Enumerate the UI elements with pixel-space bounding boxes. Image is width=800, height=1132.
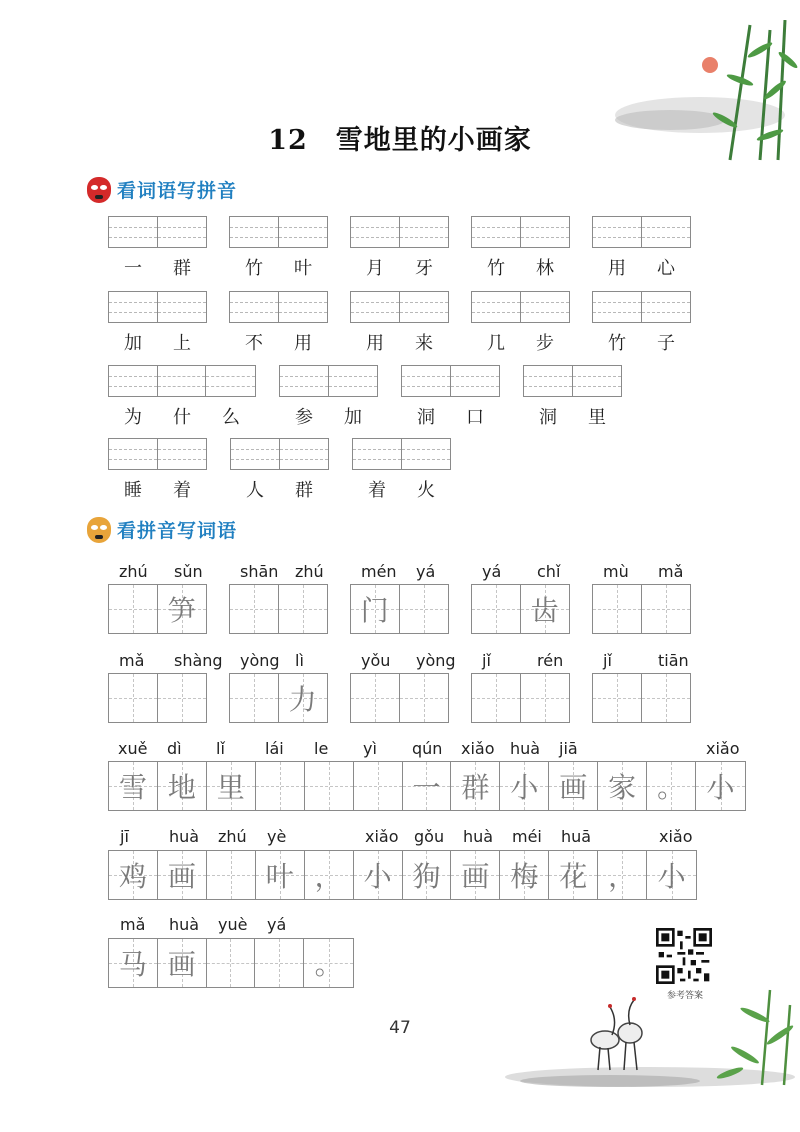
pinyin-label: sǔn: [174, 562, 203, 581]
tianzige-cell[interactable]: [642, 674, 691, 722]
hint-character: 花: [559, 860, 588, 893]
pinyin-label: mǎ: [120, 915, 146, 934]
word-character: 着: [368, 480, 386, 501]
hint-character: ，: [608, 860, 637, 893]
word-character: 步: [536, 333, 554, 354]
word-writing-grid[interactable]: [229, 584, 328, 634]
answer-key-label: 参考答案: [666, 991, 703, 1001]
word-character: 群: [295, 480, 313, 501]
pinyin-cell[interactable]: [280, 439, 329, 469]
hint-character: 笋: [167, 594, 196, 627]
word-character: 么: [222, 407, 240, 428]
tianzige-cell[interactable]: [304, 939, 353, 987]
pinyin-answer-box[interactable]: [350, 291, 449, 323]
word-writing-grid[interactable]: [108, 673, 207, 723]
pinyin-label: yì: [363, 739, 377, 758]
pinyin-cell[interactable]: [158, 366, 207, 396]
tianzige-cell[interactable]: [109, 939, 158, 987]
word-character: 加: [124, 333, 142, 354]
pinyin-cell[interactable]: [280, 366, 329, 396]
pinyin-cell[interactable]: [158, 217, 207, 247]
tianzige-cell[interactable]: [500, 851, 549, 899]
pinyin-cell[interactable]: [279, 217, 328, 247]
pinyin-cell[interactable]: [524, 366, 573, 396]
pinyin-answer-box[interactable]: [108, 365, 256, 397]
pinyin-answer-box[interactable]: [229, 216, 328, 248]
tianzige-cell[interactable]: [696, 762, 745, 810]
pinyin-cell[interactable]: [400, 292, 449, 322]
sentence-writing-grid[interactable]: [108, 850, 697, 900]
pinyin-answer-box[interactable]: [350, 216, 449, 248]
tianzige-cell[interactable]: [207, 939, 256, 987]
pinyin-answer-box[interactable]: [592, 216, 691, 248]
tianzige-cell[interactable]: [549, 762, 598, 810]
pinyin-label: yòng: [416, 651, 456, 670]
tianzige-cell[interactable]: [598, 851, 647, 899]
tianzige-cell[interactable]: [598, 762, 647, 810]
page-number: 47: [389, 1018, 411, 1038]
tianzige-cell[interactable]: [472, 674, 521, 722]
pinyin-label: le: [314, 739, 329, 758]
hint-character: 家: [608, 771, 637, 804]
opera-mask-icon: [87, 177, 111, 203]
pinyin-label: lái: [265, 739, 284, 758]
hint-character: 狗: [412, 860, 441, 893]
word-character: 口: [466, 407, 484, 428]
pinyin-cell[interactable]: [158, 439, 207, 469]
tianzige-cell[interactable]: [207, 762, 256, 810]
pinyin-cell[interactable]: [521, 292, 570, 322]
cranes-landscape-illustration: [500, 985, 800, 1090]
word-character: 子: [657, 333, 675, 354]
word-character: 不: [245, 333, 263, 354]
section-heading-1: [87, 176, 237, 203]
pinyin-label: dì: [167, 739, 182, 758]
pinyin-label: xiǎo: [365, 827, 399, 846]
word-character: 群: [173, 258, 191, 279]
pinyin-label: qún: [412, 739, 443, 758]
tianzige-cell[interactable]: [472, 585, 521, 633]
word-character: 加: [344, 407, 362, 428]
word-character: 人: [246, 480, 264, 501]
tianzige-cell[interactable]: [109, 585, 158, 633]
pinyin-answer-box[interactable]: [592, 291, 691, 323]
pinyin-label: huà: [510, 739, 541, 758]
word-character: 竹: [245, 258, 263, 279]
tianzige-cell[interactable]: [256, 851, 305, 899]
pinyin-label: shàng: [174, 651, 223, 670]
word-character: 竹: [608, 333, 626, 354]
tianzige-cell[interactable]: [354, 762, 403, 810]
pinyin-label: chǐ: [537, 562, 561, 581]
pinyin-label: zhú: [218, 827, 247, 846]
pinyin-cell[interactable]: [521, 217, 570, 247]
hint-character: ，: [314, 860, 343, 893]
tianzige-cell[interactable]: [400, 674, 449, 722]
opera-mask-icon: [87, 517, 111, 543]
pinyin-label: huà: [169, 827, 200, 846]
pinyin-answer-box[interactable]: [471, 216, 570, 248]
pinyin-label: mù: [603, 562, 629, 581]
pinyin-label: yá: [267, 915, 287, 934]
hint-character: 群: [461, 771, 490, 804]
pinyin-answer-box[interactable]: [401, 365, 500, 397]
word-character: 一: [124, 258, 142, 279]
tianzige-cell[interactable]: [279, 674, 328, 722]
tianzige-cell[interactable]: [305, 851, 354, 899]
pinyin-cell[interactable]: [593, 217, 642, 247]
word-writing-grid[interactable]: [592, 673, 691, 723]
hint-character: 。: [657, 771, 686, 804]
word-writing-grid[interactable]: [592, 584, 691, 634]
word-character: 竹: [487, 258, 505, 279]
tianzige-cell[interactable]: [354, 851, 403, 899]
lesson-number: 12: [268, 125, 308, 156]
word-character: 参: [295, 407, 313, 428]
hint-character: 力: [288, 683, 317, 716]
tianzige-cell[interactable]: [158, 851, 207, 899]
hint-character: 画: [167, 860, 196, 893]
pinyin-cell[interactable]: [642, 292, 691, 322]
pinyin-label: rén: [537, 651, 564, 670]
pinyin-label: xiǎo: [659, 827, 693, 846]
tianzige-cell[interactable]: [230, 674, 279, 722]
pinyin-answer-box[interactable]: [523, 365, 622, 397]
pinyin-cell[interactable]: [402, 439, 451, 469]
pinyin-answer-box[interactable]: [279, 365, 378, 397]
tianzige-cell[interactable]: [451, 762, 500, 810]
pinyin-answer-box[interactable]: [471, 291, 570, 323]
tianzige-cell[interactable]: [351, 585, 400, 633]
pinyin-cell[interactable]: [329, 366, 378, 396]
pinyin-label: jī: [120, 827, 129, 846]
tianzige-cell[interactable]: [642, 585, 691, 633]
tianzige-cell[interactable]: [593, 585, 642, 633]
hint-character: 画: [461, 860, 490, 893]
word-character: 着: [173, 480, 191, 501]
pinyin-cell[interactable]: [231, 439, 280, 469]
tianzige-cell[interactable]: [230, 585, 279, 633]
section-label: 看拼音写词语: [117, 520, 238, 542]
pinyin-cell[interactable]: [472, 217, 521, 247]
pinyin-label: méi: [512, 827, 542, 846]
hint-character: 马: [118, 948, 147, 981]
hint-character: 鸡: [118, 860, 147, 893]
pinyin-answer-box[interactable]: [108, 291, 207, 323]
pinyin-answer-box[interactable]: [230, 438, 329, 470]
hint-character: 地: [167, 771, 196, 804]
pinyin-label: shān: [240, 562, 279, 581]
hint-character: 画: [559, 771, 588, 804]
pinyin-label: yá: [482, 562, 502, 581]
tianzige-cell[interactable]: [158, 762, 207, 810]
hint-character: 叶: [265, 860, 294, 893]
pinyin-cell[interactable]: [230, 292, 279, 322]
pinyin-cell[interactable]: [158, 292, 207, 322]
pinyin-cell[interactable]: [642, 217, 691, 247]
tianzige-cell[interactable]: [451, 851, 500, 899]
tianzige-cell[interactable]: [109, 674, 158, 722]
pinyin-cell[interactable]: [206, 366, 255, 396]
sentence-writing-grid[interactable]: [108, 938, 354, 988]
word-character: 来: [415, 333, 433, 354]
word-writing-grid[interactable]: [350, 673, 449, 723]
word-writing-grid[interactable]: [350, 584, 449, 634]
pinyin-label: gǒu: [414, 827, 445, 846]
hint-character: 小: [657, 860, 686, 893]
pinyin-label: yǒu: [361, 651, 391, 670]
tianzige-cell[interactable]: [549, 851, 598, 899]
tianzige-cell[interactable]: [647, 762, 696, 810]
pinyin-label: jiā: [559, 739, 578, 758]
tianzige-cell[interactable]: [403, 762, 452, 810]
word-character: 里: [588, 407, 606, 428]
section-label: 看词语写拼音: [117, 180, 238, 202]
pinyin-label: zhú: [295, 562, 324, 581]
pinyin-cell[interactable]: [402, 366, 451, 396]
word-character: 上: [173, 333, 191, 354]
pinyin-label: xuě: [118, 739, 148, 758]
pinyin-cell[interactable]: [109, 366, 158, 396]
pinyin-cell[interactable]: [573, 366, 622, 396]
hint-character: 小: [706, 771, 735, 804]
pinyin-label: yòng: [240, 651, 280, 670]
tianzige-cell[interactable]: [647, 851, 696, 899]
pinyin-label: lǐ: [216, 739, 225, 758]
tianzige-cell[interactable]: [255, 939, 304, 987]
word-writing-grid[interactable]: [108, 584, 207, 634]
word-writing-grid[interactable]: [229, 673, 328, 723]
pinyin-label: yè: [267, 827, 287, 846]
word-character: 牙: [415, 258, 433, 279]
tianzige-cell[interactable]: [305, 762, 354, 810]
hint-character: 小: [363, 860, 392, 893]
page-title: [0, 118, 800, 157]
pinyin-answer-box[interactable]: [352, 438, 451, 470]
pinyin-cell[interactable]: [109, 217, 158, 247]
pinyin-label: jǐ: [482, 651, 491, 670]
hint-character: 画: [167, 948, 196, 981]
pinyin-label: xiǎo: [461, 739, 495, 758]
word-character: 洞: [417, 407, 435, 428]
word-character: 睡: [124, 480, 142, 501]
tianzige-cell[interactable]: [593, 674, 642, 722]
word-character: 用: [294, 333, 312, 354]
pinyin-label: yá: [416, 562, 436, 581]
word-character: 为: [124, 407, 142, 428]
word-writing-grid[interactable]: [471, 673, 570, 723]
word-character: 洞: [539, 407, 557, 428]
tianzige-cell[interactable]: [500, 762, 549, 810]
pinyin-label: xiǎo: [706, 739, 740, 758]
hint-character: 里: [216, 771, 245, 804]
word-character: 几: [487, 333, 505, 354]
tianzige-cell[interactable]: [403, 851, 452, 899]
tianzige-cell[interactable]: [158, 674, 207, 722]
hint-character: 门: [360, 594, 389, 627]
pinyin-label: mǎ: [658, 562, 684, 581]
word-character: 什: [173, 407, 191, 428]
tianzige-cell[interactable]: [158, 585, 207, 633]
word-character: 叶: [294, 258, 312, 279]
pinyin-cell[interactable]: [472, 292, 521, 322]
word-character: 火: [417, 480, 435, 501]
tianzige-cell[interactable]: [351, 674, 400, 722]
hint-character: 雪: [118, 771, 147, 804]
pinyin-label: huà: [463, 827, 494, 846]
pinyin-label: huà: [169, 915, 200, 934]
pinyin-cell[interactable]: [593, 292, 642, 322]
hint-character: 。: [314, 948, 343, 981]
word-character: 用: [608, 258, 626, 279]
tianzige-cell[interactable]: [521, 585, 570, 633]
pinyin-cell[interactable]: [351, 292, 400, 322]
pinyin-answer-box[interactable]: [229, 291, 328, 323]
pinyin-cell[interactable]: [279, 292, 328, 322]
pinyin-cell[interactable]: [109, 439, 158, 469]
lesson-title: 雪地里的小画家: [335, 125, 532, 156]
pinyin-label: mǎ: [119, 651, 145, 670]
section-heading-2: [87, 516, 237, 543]
hint-character: 齿: [530, 594, 559, 627]
hint-character: 小: [510, 771, 539, 804]
pinyin-cell[interactable]: [353, 439, 402, 469]
pinyin-label: jǐ: [603, 651, 612, 670]
pinyin-label: huā: [561, 827, 592, 846]
pinyin-label: yuè: [218, 915, 248, 934]
pinyin-cell[interactable]: [351, 217, 400, 247]
tianzige-cell[interactable]: [279, 585, 328, 633]
tianzige-cell[interactable]: [521, 674, 570, 722]
word-character: 月: [366, 258, 384, 279]
pinyin-cell[interactable]: [109, 292, 158, 322]
pinyin-label: zhú: [119, 562, 148, 581]
tianzige-cell[interactable]: [158, 939, 207, 987]
pinyin-answer-box[interactable]: [108, 438, 207, 470]
hint-character: 一: [412, 771, 441, 804]
pinyin-cell[interactable]: [400, 217, 449, 247]
tianzige-cell[interactable]: [207, 851, 256, 899]
qr-code[interactable]: [656, 928, 712, 984]
tianzige-cell[interactable]: [256, 762, 305, 810]
pinyin-cell[interactable]: [451, 366, 500, 396]
sentence-writing-grid[interactable]: [108, 761, 746, 811]
tianzige-cell[interactable]: [109, 762, 158, 810]
tianzige-cell[interactable]: [109, 851, 158, 899]
word-character: 用: [366, 333, 384, 354]
pinyin-answer-box[interactable]: [108, 216, 207, 248]
word-writing-grid[interactable]: [471, 584, 570, 634]
pinyin-label: lì: [295, 651, 304, 670]
pinyin-label: tiān: [658, 651, 689, 670]
hint-character: 梅: [510, 860, 539, 893]
word-character: 心: [657, 258, 675, 279]
word-character: 林: [536, 258, 554, 279]
tianzige-cell[interactable]: [400, 585, 449, 633]
pinyin-cell[interactable]: [230, 217, 279, 247]
pinyin-label: mén: [361, 562, 397, 581]
